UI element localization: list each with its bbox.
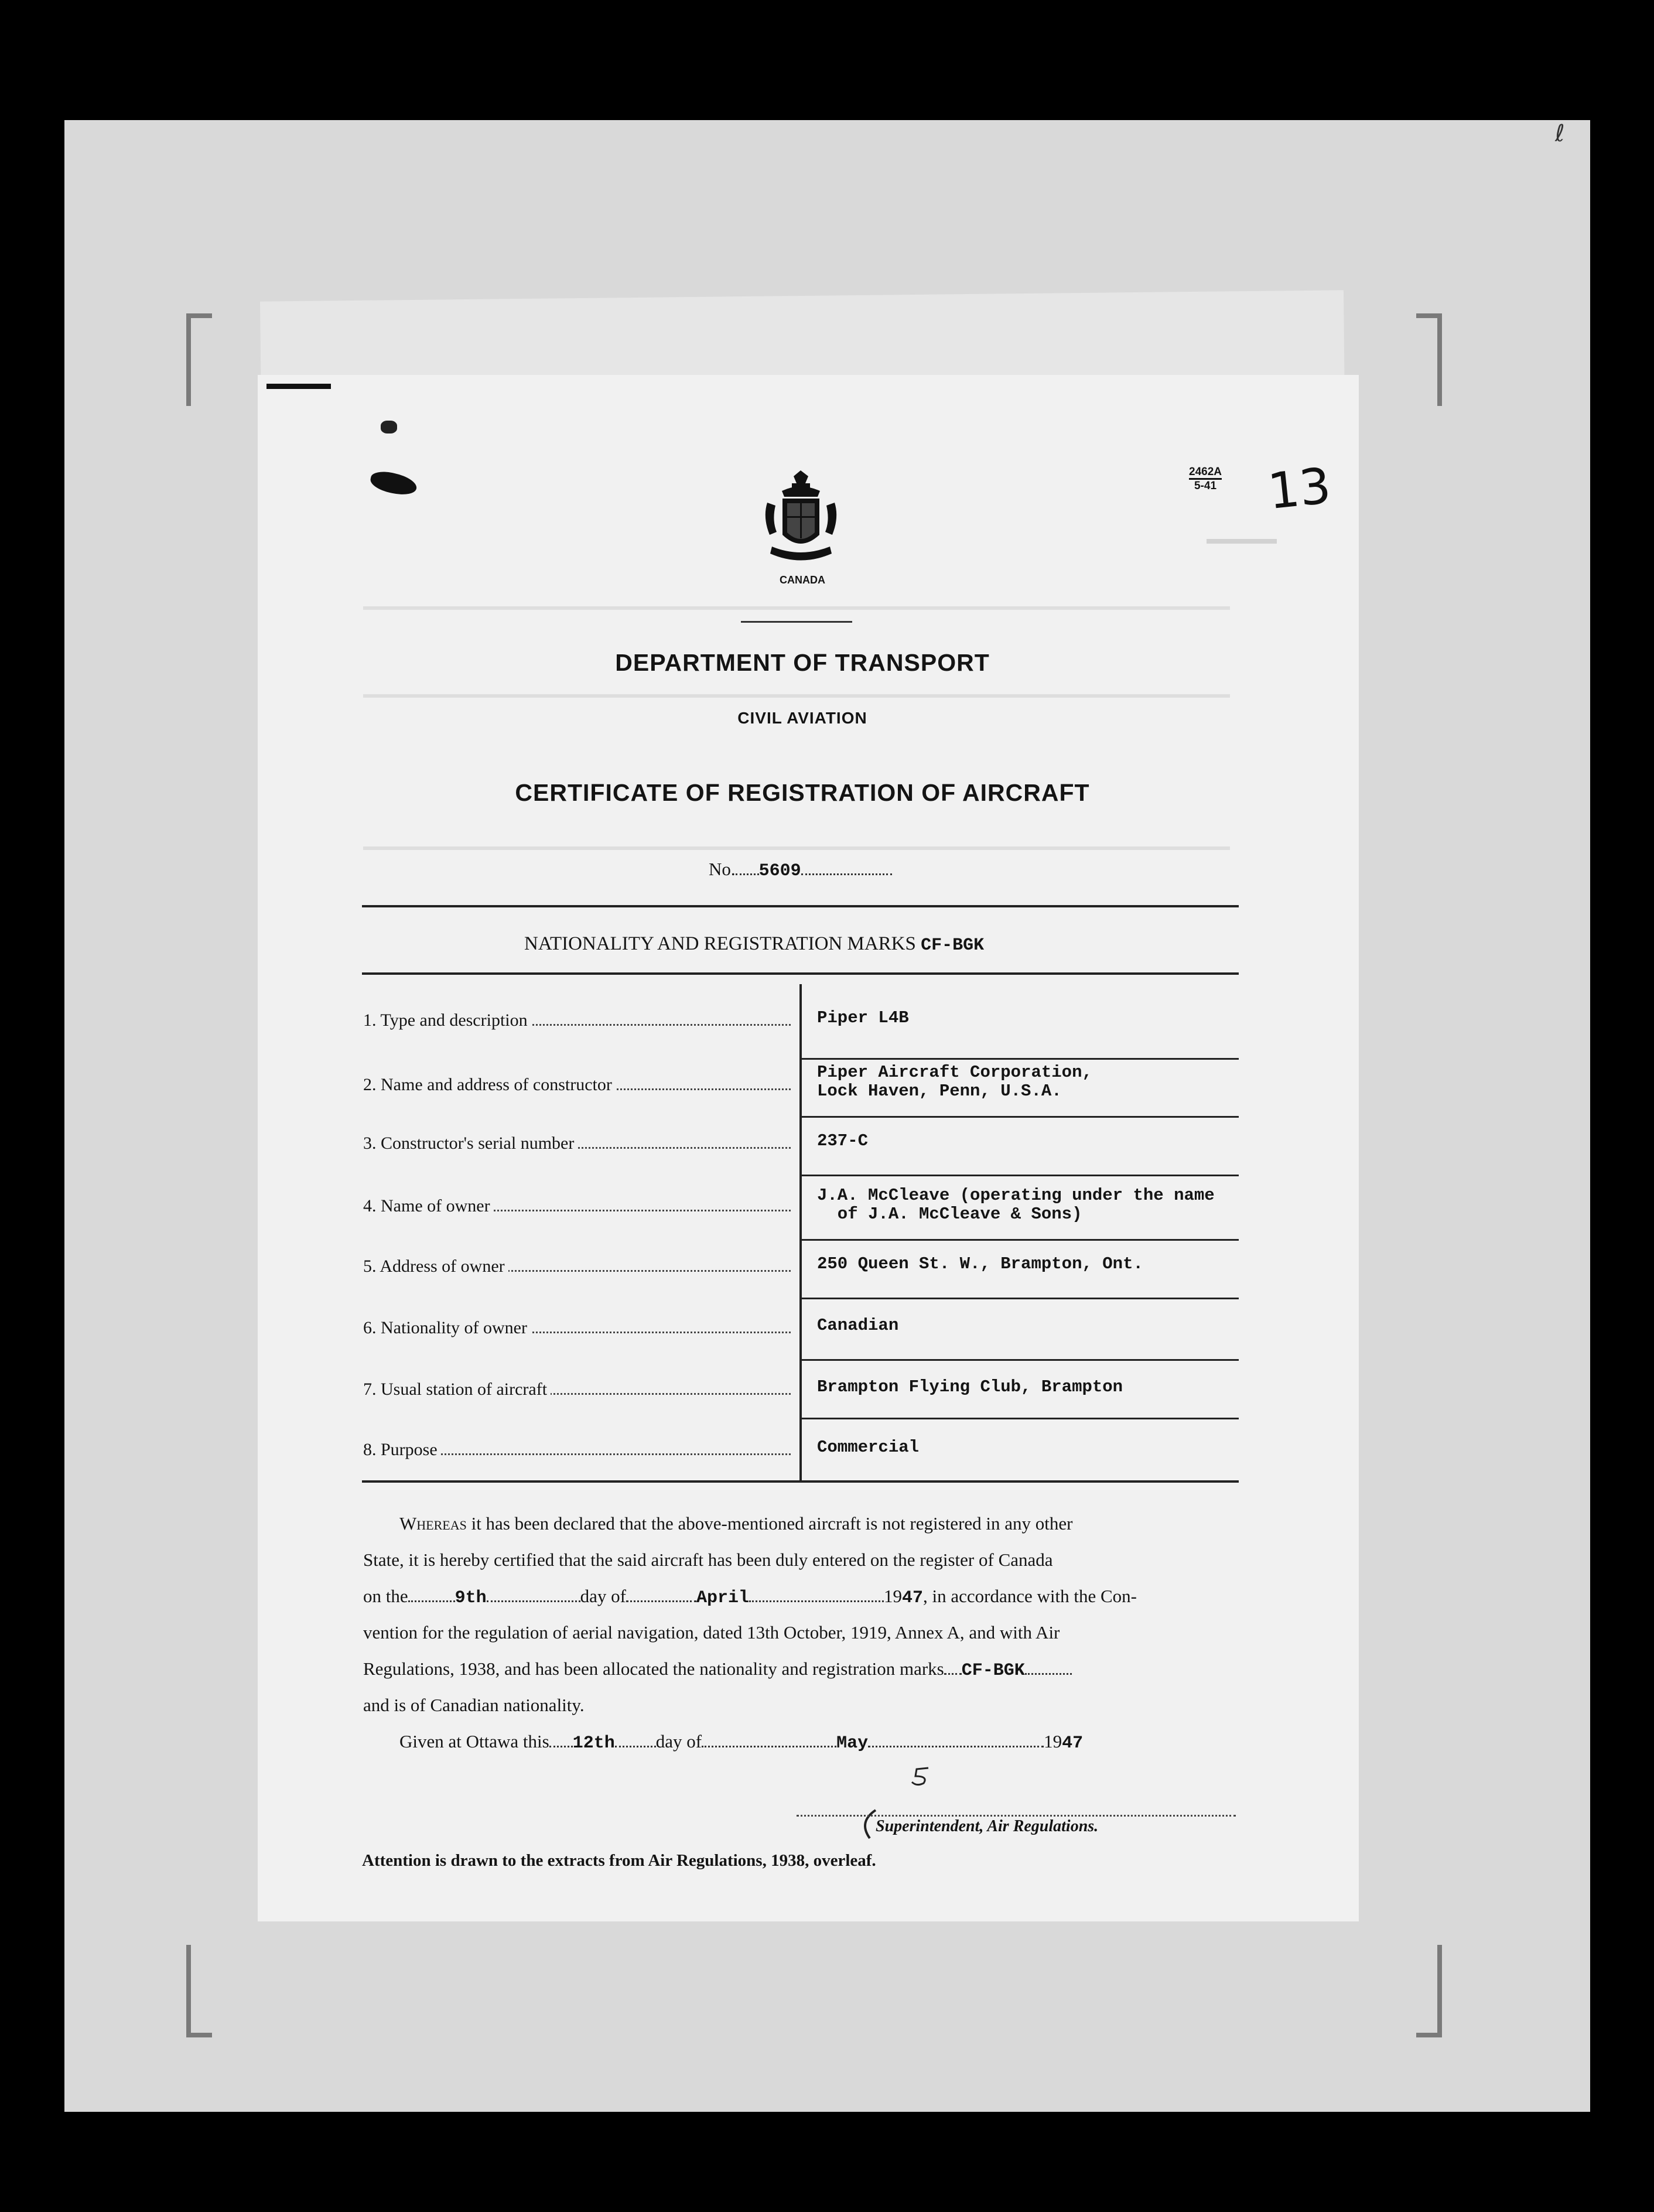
- table-top-rule: [362, 972, 1239, 975]
- table-row-value: Piper L4B: [817, 1008, 909, 1028]
- form-code-number: 2462A: [1189, 466, 1222, 480]
- table-row-label: 5. Address of owner: [363, 1257, 791, 1276]
- bleed-through-text: [363, 846, 1230, 850]
- bleed-through-text: [1207, 539, 1277, 544]
- division-heading: CIVIL AVIATION: [737, 709, 867, 727]
- entered-year: 47: [902, 1588, 924, 1608]
- given-month: May: [836, 1733, 869, 1753]
- certification-line-5: Regulations, 1938, and has been allocated the nationality and registration marks CF-BGK: [363, 1651, 1072, 1689]
- given-line: Given at Ottawa this 12th day of May 1947: [399, 1731, 1084, 1753]
- ink-blot-small: [381, 421, 397, 433]
- department-heading: DEPARTMENT OF TRANSPORT: [615, 649, 990, 676]
- table-row-value: Piper Aircraft Corporation, Lock Haven, Penn, U.S.A.: [817, 1063, 1092, 1101]
- signatory-title: Superintendent, Air Regulations.: [876, 1817, 1099, 1835]
- bleed-through-text: [363, 694, 1230, 698]
- ink-dash-mark: [266, 384, 331, 389]
- given-day: 12th: [572, 1733, 615, 1753]
- table-row-label: 4. Name of owner: [363, 1196, 791, 1216]
- row-divider: [799, 1298, 1239, 1299]
- crop-mark-top-left: [186, 313, 212, 406]
- table-row-label: 2. Name and address of constructor: [363, 1075, 791, 1095]
- table-row-label: 7. Usual station of aircraft: [363, 1380, 791, 1399]
- table-bottom-rule: [362, 1480, 1239, 1483]
- nationality-marks: [524, 933, 984, 955]
- attention-note: Attention is drawn to the extracts from Air Regulations, 1938, overleaf.: [362, 1851, 876, 1870]
- form-code-date: 5-41: [1194, 480, 1217, 492]
- certificate-number: [709, 858, 892, 881]
- row-divider: [799, 1239, 1239, 1241]
- crop-mark-top-right: [1416, 313, 1442, 406]
- bleed-through-text: [363, 606, 1230, 610]
- coat-of-arms-icon: [761, 470, 840, 570]
- corner-scribble-icon: ℓ: [1555, 120, 1565, 147]
- nationality-marks-value: CF-BGK: [921, 936, 985, 955]
- certification-line-6: and is of Canadian nationality.: [363, 1695, 585, 1715]
- certification-line-1: it has been declared that the above-mentioned aircraft is not registered in any other: [471, 1513, 1073, 1534]
- table-row-label: 3. Constructor's serial number: [363, 1134, 791, 1153]
- certificate-title: CERTIFICATE OF REGISTRATION OF AIRCRAFT: [515, 779, 1090, 806]
- row-divider: [799, 1058, 1239, 1060]
- table-row-value: Commercial: [817, 1438, 920, 1457]
- certificate-number-label: No.: [709, 859, 736, 879]
- form-code: [1189, 466, 1222, 492]
- certification-paragraph: [363, 1506, 1239, 1740]
- table-row-value: J.A. McCleave (operating under the name of J.A. McCleave & Sons): [817, 1186, 1215, 1224]
- handwritten-page-number: 13: [1265, 456, 1334, 521]
- emblem-rule: [741, 621, 852, 623]
- table-row-value: 250 Queen St. W., Brampton, Ont.: [817, 1254, 1143, 1274]
- allocated-marks: CF-BGK: [961, 1661, 1025, 1681]
- entered-month: April: [696, 1588, 749, 1608]
- whereas-word: Whereas: [399, 1513, 467, 1534]
- emblem-label: CANADA: [780, 574, 825, 586]
- entered-day: 9th: [454, 1588, 487, 1608]
- certification-line-2: State, it is hereby certified that the said aircraft has been duly entered on the register of Canada: [363, 1549, 1053, 1570]
- divider-rule: [362, 905, 1239, 907]
- certification-line-4: vention for the regulation of aerial navigation, dated 13th October, 1919, Annex A, and with Air: [363, 1622, 1060, 1643]
- crop-mark-bottom-right: [1416, 1945, 1442, 2037]
- certification-line-3: on the 9th day of April 1947, in accordance with the Con-: [363, 1586, 1137, 1608]
- table-row-value: Brampton Flying Club, Brampton: [817, 1377, 1123, 1397]
- row-divider: [799, 1418, 1239, 1419]
- row-divider: [799, 1359, 1239, 1361]
- nationality-marks-label: NATIONALITY AND REGISTRATION MARKS: [524, 933, 916, 954]
- given-year: 47: [1062, 1733, 1084, 1753]
- table-row-label: 1. Type and description: [363, 1011, 791, 1030]
- table-row-label: 6. Nationality of owner: [363, 1318, 791, 1338]
- certificate-number-value: 5609: [758, 861, 801, 881]
- table-row-value: Canadian: [817, 1316, 899, 1335]
- table-row-label: 8. Purpose: [363, 1440, 791, 1460]
- table-row-value: 237-C: [817, 1131, 869, 1151]
- row-divider: [799, 1116, 1239, 1118]
- signature-line: [797, 1815, 1236, 1817]
- crop-mark-bottom-left: [186, 1945, 212, 2037]
- row-divider: [799, 1175, 1239, 1176]
